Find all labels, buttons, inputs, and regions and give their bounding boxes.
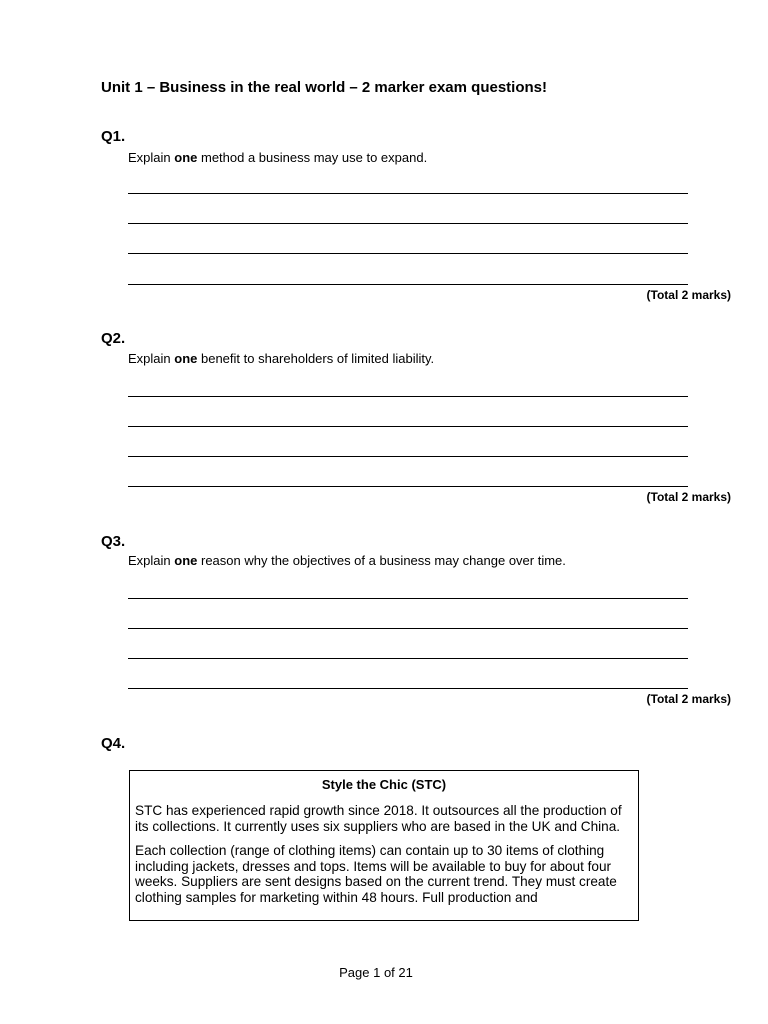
case-study-paragraph: STC has experienced rapid growth since 2018. It outsources all the production of its collections. It currently uses six suppliers who are based in the UK and China. — [135, 803, 622, 834]
question-prompt-q2 — [128, 351, 434, 366]
answer-line[interactable] — [128, 193, 688, 194]
question-label-q4: Q4. — [101, 735, 126, 752]
answer-line[interactable] — [128, 223, 688, 224]
question-prompt-q1 — [128, 150, 427, 165]
answer-line[interactable] — [128, 658, 688, 659]
question-label-q3: Q3. — [101, 533, 126, 550]
answer-line[interactable] — [128, 396, 688, 397]
answer-line[interactable] — [128, 456, 688, 457]
case-study-box — [129, 770, 639, 921]
question-label-q1: Q1. — [101, 128, 126, 145]
total-marks: (Total 2 marks) — [646, 288, 731, 302]
answer-line[interactable] — [128, 253, 688, 254]
question-prompt-q3 — [128, 553, 566, 568]
prompt-emphasis: one — [174, 150, 198, 165]
answer-line[interactable] — [128, 688, 688, 689]
case-study-paragraph: Each collection (range of clothing items) can contain up to 30 items of clothing including jackets, dresses and tops. Items will be available to buy for about four weeks. Suppliers are sent designs based on the current trend. They must create clothing samples for marketing within 48 hours. Full production and — [135, 843, 617, 905]
prompt-text: reason why the objectives of a business may change over time. — [197, 553, 566, 568]
prompt-text: Explain — [128, 351, 175, 366]
answer-line[interactable] — [128, 598, 688, 599]
answer-line[interactable] — [128, 628, 688, 629]
answer-line[interactable] — [128, 486, 688, 487]
total-marks: (Total 2 marks) — [646, 692, 731, 706]
prompt-emphasis: one — [174, 553, 198, 568]
question-label-q2: Q2. — [101, 330, 126, 347]
case-study-title: Style the Chic (STC) — [321, 777, 447, 792]
page-number: Page 1 of 21 — [339, 965, 413, 980]
prompt-text: Explain — [128, 150, 175, 165]
total-marks: (Total 2 marks) — [646, 490, 731, 504]
prompt-text: benefit to shareholders of limited liability. — [197, 351, 435, 366]
answer-line[interactable] — [128, 284, 688, 285]
answer-line[interactable] — [128, 426, 688, 427]
prompt-emphasis: one — [174, 351, 198, 366]
prompt-text: method a business may use to expand. — [197, 150, 428, 165]
page-title: Unit 1 – Business in the real world – 2 marker exam questions! — [101, 79, 547, 96]
prompt-text: Explain — [128, 553, 175, 568]
